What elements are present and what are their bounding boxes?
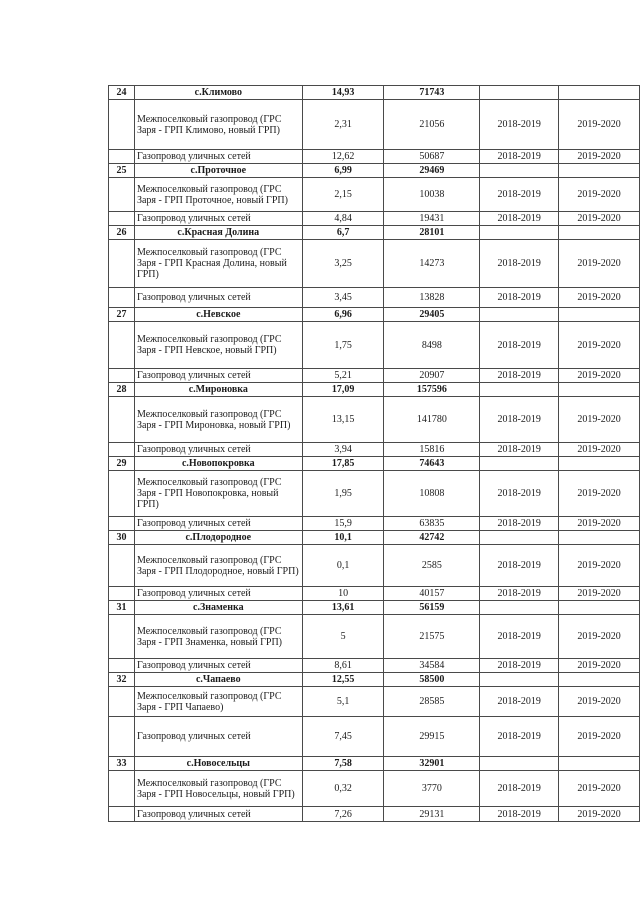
length-km: 1,75 [302, 322, 384, 369]
table-row [109, 288, 640, 308]
item-description: Межпоселковый газопровод (ГРС Заря - ГРП Знаменка, новый ГРП) [134, 615, 302, 659]
table-row [109, 687, 640, 717]
cost-value: 14273 [384, 240, 480, 288]
row-number [109, 687, 135, 717]
row-number [109, 587, 135, 601]
item-description: Газопровод уличных сетей [134, 517, 302, 531]
start-period: 2018-2019 [480, 717, 559, 757]
start-period: 2018-2019 [480, 771, 559, 807]
item-description: Межпоселковый газопровод (ГРС Заря - ГРП Новопокровка, новый ГРП) [134, 471, 302, 517]
cost-value: 29469 [384, 164, 480, 178]
length-km: 6,96 [302, 308, 384, 322]
village-row [109, 383, 640, 397]
cost-value: 15816 [384, 443, 480, 457]
cost-value: 2585 [384, 545, 480, 587]
start-period [480, 86, 559, 100]
start-period [480, 673, 559, 687]
end-period [559, 226, 640, 240]
table-row [109, 471, 640, 517]
end-period: 2019-2020 [559, 545, 640, 587]
item-description: Межпоселковый газопровод (ГРС Заря - ГРП Чапаево) [134, 687, 302, 717]
cost-value: 28101 [384, 226, 480, 240]
table-body [109, 86, 640, 822]
village-row [109, 457, 640, 471]
cost-value: 28585 [384, 687, 480, 717]
cost-value: 63835 [384, 517, 480, 531]
cost-value: 42742 [384, 531, 480, 545]
row-number: 33 [109, 757, 135, 771]
village-row [109, 308, 640, 322]
end-period: 2019-2020 [559, 397, 640, 443]
village-row [109, 226, 640, 240]
table-row [109, 587, 640, 601]
gasification-schedule-table [108, 85, 640, 822]
row-number: 29 [109, 457, 135, 471]
end-period [559, 457, 640, 471]
cost-value: 19431 [384, 212, 480, 226]
row-number [109, 517, 135, 531]
table-row [109, 100, 640, 150]
start-period: 2018-2019 [480, 615, 559, 659]
length-km: 2,31 [302, 100, 384, 150]
cost-value: 157596 [384, 383, 480, 397]
table-row [109, 717, 640, 757]
end-period: 2019-2020 [559, 807, 640, 822]
row-number [109, 615, 135, 659]
row-number: 24 [109, 86, 135, 100]
table-row [109, 545, 640, 587]
cost-value: 20907 [384, 369, 480, 383]
row-number [109, 471, 135, 517]
item-description: Газопровод уличных сетей [134, 659, 302, 673]
end-period: 2019-2020 [559, 587, 640, 601]
row-number [109, 771, 135, 807]
end-period [559, 383, 640, 397]
village-name: с.Чапаево [134, 673, 302, 687]
item-description: Газопровод уличных сетей [134, 807, 302, 822]
length-km: 0,1 [302, 545, 384, 587]
end-period: 2019-2020 [559, 322, 640, 369]
end-period: 2019-2020 [559, 288, 640, 308]
length-km: 12,55 [302, 673, 384, 687]
start-period [480, 757, 559, 771]
length-km: 3,25 [302, 240, 384, 288]
end-period: 2019-2020 [559, 659, 640, 673]
start-period: 2018-2019 [480, 517, 559, 531]
village-row [109, 757, 640, 771]
end-period: 2019-2020 [559, 100, 640, 150]
end-period: 2019-2020 [559, 240, 640, 288]
row-number [109, 397, 135, 443]
end-period [559, 164, 640, 178]
end-period: 2019-2020 [559, 212, 640, 226]
start-period: 2018-2019 [480, 659, 559, 673]
village-row [109, 673, 640, 687]
end-period [559, 673, 640, 687]
item-description: Газопровод уличных сетей [134, 212, 302, 226]
end-period [559, 757, 640, 771]
row-number: 28 [109, 383, 135, 397]
village-name: с.Проточное [134, 164, 302, 178]
start-period [480, 226, 559, 240]
end-period: 2019-2020 [559, 687, 640, 717]
village-name: с.Красная Долина [134, 226, 302, 240]
cost-value: 29131 [384, 807, 480, 822]
cost-value: 74643 [384, 457, 480, 471]
start-period: 2018-2019 [480, 545, 559, 587]
start-period: 2018-2019 [480, 807, 559, 822]
end-period [559, 531, 640, 545]
village-name: с.Новопокровка [134, 457, 302, 471]
table-row [109, 178, 640, 212]
row-number [109, 100, 135, 150]
length-km: 12,62 [302, 150, 384, 164]
end-period: 2019-2020 [559, 517, 640, 531]
row-number [109, 212, 135, 226]
table-row [109, 212, 640, 226]
cost-value: 29405 [384, 308, 480, 322]
row-number: 31 [109, 601, 135, 615]
end-period: 2019-2020 [559, 717, 640, 757]
row-number [109, 443, 135, 457]
village-name: с.Новосельцы [134, 757, 302, 771]
table-row [109, 397, 640, 443]
item-description: Межпоселковый газопровод (ГРС Заря - ГРП Новосельцы, новый ГРП) [134, 771, 302, 807]
cost-value: 8498 [384, 322, 480, 369]
start-period: 2018-2019 [480, 322, 559, 369]
end-period: 2019-2020 [559, 471, 640, 517]
length-km: 6,99 [302, 164, 384, 178]
length-km: 7,58 [302, 757, 384, 771]
cost-value: 34584 [384, 659, 480, 673]
row-number [109, 659, 135, 673]
cost-value: 56159 [384, 601, 480, 615]
cost-value: 21056 [384, 100, 480, 150]
start-period: 2018-2019 [480, 288, 559, 308]
table-row [109, 615, 640, 659]
cost-value: 13828 [384, 288, 480, 308]
start-period [480, 457, 559, 471]
start-period [480, 164, 559, 178]
start-period [480, 531, 559, 545]
village-row [109, 601, 640, 615]
village-name: с.Знаменка [134, 601, 302, 615]
row-number [109, 240, 135, 288]
end-period: 2019-2020 [559, 369, 640, 383]
item-description: Газопровод уличных сетей [134, 443, 302, 457]
start-period: 2018-2019 [480, 369, 559, 383]
row-number: 26 [109, 226, 135, 240]
cost-value: 58500 [384, 673, 480, 687]
item-description: Газопровод уличных сетей [134, 717, 302, 757]
item-description: Межпоселковый газопровод (ГРС Заря - ГРП Проточное, новый ГРП) [134, 178, 302, 212]
cost-value: 50687 [384, 150, 480, 164]
table-row [109, 807, 640, 822]
item-description: Газопровод уличных сетей [134, 587, 302, 601]
start-period: 2018-2019 [480, 397, 559, 443]
start-period [480, 601, 559, 615]
cost-value: 141780 [384, 397, 480, 443]
row-number: 30 [109, 531, 135, 545]
length-km: 17,09 [302, 383, 384, 397]
table-row [109, 443, 640, 457]
end-period: 2019-2020 [559, 615, 640, 659]
length-km: 5 [302, 615, 384, 659]
length-km: 13,61 [302, 601, 384, 615]
village-name: с.Невское [134, 308, 302, 322]
village-row [109, 86, 640, 100]
item-description: Межпоселковый газопровод (ГРС Заря - ГРП Красная Долина, новый ГРП) [134, 240, 302, 288]
start-period: 2018-2019 [480, 687, 559, 717]
length-km: 5,1 [302, 687, 384, 717]
start-period [480, 383, 559, 397]
row-number [109, 369, 135, 383]
length-km: 8,61 [302, 659, 384, 673]
village-row [109, 531, 640, 545]
cost-value: 21575 [384, 615, 480, 659]
item-description: Межпоселковый газопровод (ГРС Заря - ГРП Плодородное, новый ГРП) [134, 545, 302, 587]
item-description: Межпоселковый газопровод (ГРС Заря - ГРП Невское, новый ГРП) [134, 322, 302, 369]
length-km: 3,94 [302, 443, 384, 457]
cost-value: 40157 [384, 587, 480, 601]
length-km: 0,32 [302, 771, 384, 807]
length-km: 13,15 [302, 397, 384, 443]
end-period: 2019-2020 [559, 443, 640, 457]
end-period [559, 86, 640, 100]
length-km: 4,84 [302, 212, 384, 226]
start-period: 2018-2019 [480, 178, 559, 212]
village-row [109, 164, 640, 178]
row-number: 25 [109, 164, 135, 178]
row-number: 27 [109, 308, 135, 322]
row-number [109, 150, 135, 164]
cost-value: 3770 [384, 771, 480, 807]
row-number [109, 807, 135, 822]
cost-value: 32901 [384, 757, 480, 771]
end-period: 2019-2020 [559, 771, 640, 807]
end-period: 2019-2020 [559, 178, 640, 212]
table-row [109, 659, 640, 673]
start-period: 2018-2019 [480, 443, 559, 457]
item-description: Газопровод уличных сетей [134, 288, 302, 308]
length-km: 15,9 [302, 517, 384, 531]
start-period: 2018-2019 [480, 150, 559, 164]
end-period: 2019-2020 [559, 150, 640, 164]
start-period: 2018-2019 [480, 471, 559, 517]
item-description: Газопровод уличных сетей [134, 150, 302, 164]
length-km: 17,85 [302, 457, 384, 471]
table-row [109, 240, 640, 288]
length-km: 5,21 [302, 369, 384, 383]
length-km: 6,7 [302, 226, 384, 240]
table-row [109, 517, 640, 531]
length-km: 10 [302, 587, 384, 601]
table-row [109, 150, 640, 164]
length-km: 2,15 [302, 178, 384, 212]
cost-value: 29915 [384, 717, 480, 757]
cost-value: 10038 [384, 178, 480, 212]
length-km: 7,45 [302, 717, 384, 757]
length-km: 7,26 [302, 807, 384, 822]
start-period: 2018-2019 [480, 212, 559, 226]
length-km: 1,95 [302, 471, 384, 517]
end-period [559, 601, 640, 615]
length-km: 14,93 [302, 86, 384, 100]
start-period: 2018-2019 [480, 240, 559, 288]
village-name: с.Плодородное [134, 531, 302, 545]
cost-value: 10808 [384, 471, 480, 517]
item-description: Межпоселковый газопровод (ГРС Заря - ГРП Климово, новый ГРП) [134, 100, 302, 150]
table-row [109, 771, 640, 807]
length-km: 3,45 [302, 288, 384, 308]
village-name: с.Климово [134, 86, 302, 100]
length-km: 10,1 [302, 531, 384, 545]
cost-value: 71743 [384, 86, 480, 100]
end-period [559, 308, 640, 322]
row-number: 32 [109, 673, 135, 687]
row-number [109, 178, 135, 212]
row-number [109, 288, 135, 308]
row-number [109, 717, 135, 757]
table-row [109, 322, 640, 369]
start-period [480, 308, 559, 322]
start-period: 2018-2019 [480, 100, 559, 150]
row-number [109, 545, 135, 587]
start-period: 2018-2019 [480, 587, 559, 601]
table-row [109, 369, 640, 383]
item-description: Межпоселковый газопровод (ГРС Заря - ГРП Мироновка, новый ГРП) [134, 397, 302, 443]
row-number [109, 322, 135, 369]
village-name: с.Мироновка [134, 383, 302, 397]
item-description: Газопровод уличных сетей [134, 369, 302, 383]
